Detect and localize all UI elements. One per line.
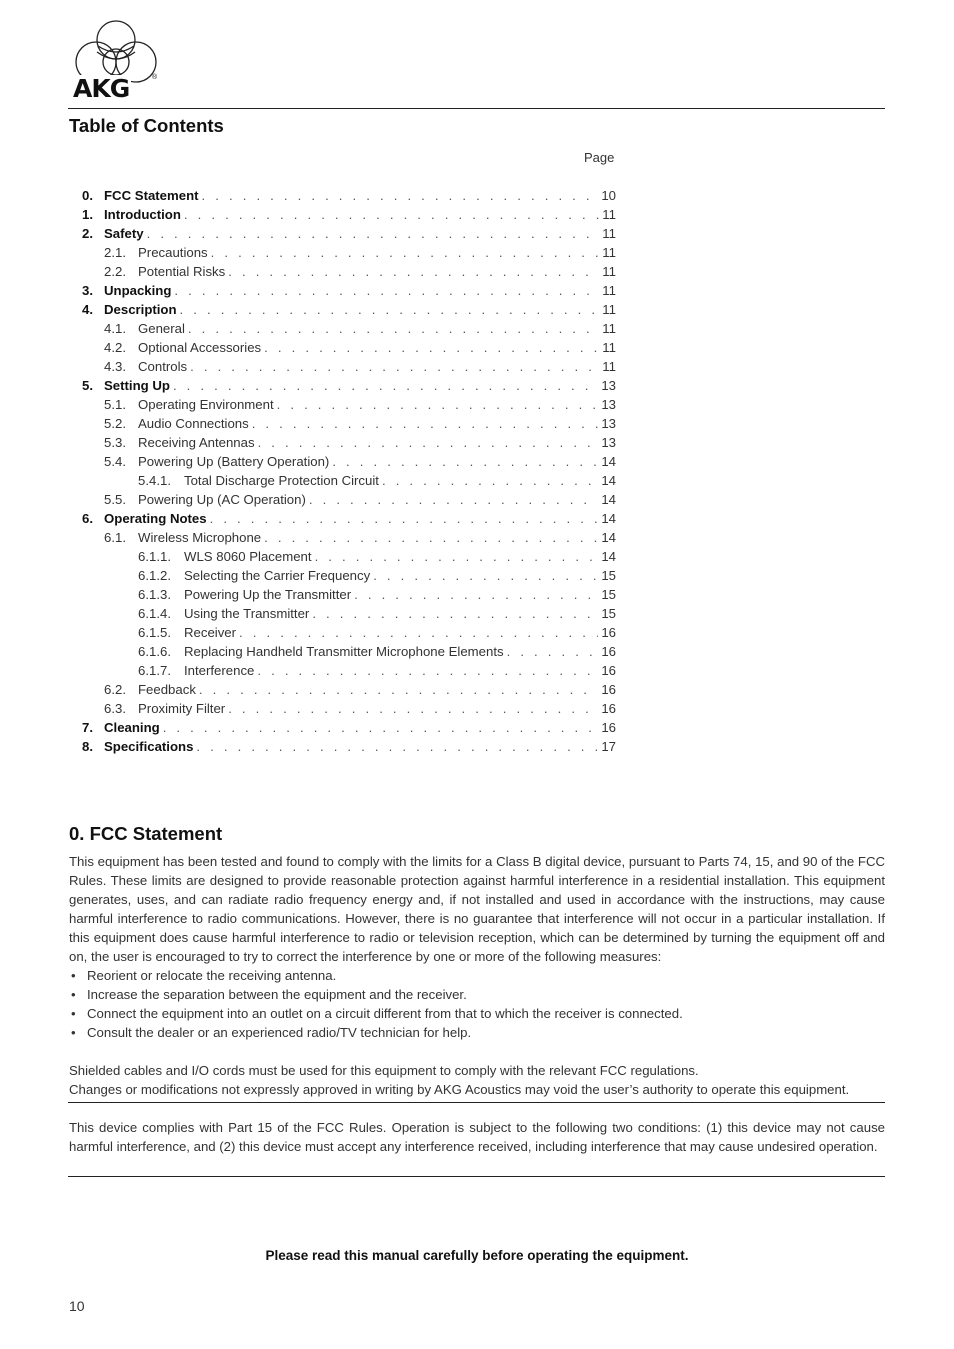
bullet: • bbox=[71, 968, 76, 983]
toc-entry-label: Cleaning bbox=[104, 720, 160, 735]
toc-entry bbox=[82, 205, 616, 224]
toc-entry bbox=[82, 376, 616, 395]
toc-leader-dots bbox=[210, 509, 599, 528]
toc-entry-label: Description bbox=[104, 302, 177, 317]
toc-entry-number: 6.1.5. bbox=[138, 625, 171, 640]
toc-entry-page: 14 bbox=[601, 511, 616, 526]
toc-entry bbox=[82, 395, 616, 414]
section-rule bbox=[68, 1176, 885, 1177]
read-manual-note: Please read this manual carefully before operating the equipment. bbox=[265, 1248, 689, 1263]
toc-entry-label: Precautions bbox=[138, 245, 208, 260]
toc-entry-label: Wireless Microphone bbox=[138, 530, 262, 545]
toc-entry-number: 5.3. bbox=[104, 435, 126, 450]
toc-entry-number: 4. bbox=[82, 302, 93, 317]
toc-leader-dots bbox=[184, 205, 599, 224]
toc-leader-dots bbox=[354, 585, 598, 604]
toc-entry bbox=[82, 623, 616, 642]
toc-entry-page: 16 bbox=[601, 720, 616, 735]
toc-entry bbox=[82, 509, 616, 528]
logo-wordmark: AKG bbox=[73, 74, 130, 103]
toc-leader-dots bbox=[228, 262, 599, 281]
toc-entry-number: 5.1. bbox=[104, 397, 126, 412]
toc-entry-page: 15 bbox=[601, 606, 616, 621]
toc-leader-dots bbox=[332, 452, 598, 471]
toc-entry-number: 4.1. bbox=[104, 321, 126, 336]
toc-entry-number: 5.4.1. bbox=[138, 473, 171, 488]
toc-entry-number: 5.2. bbox=[104, 416, 126, 431]
toc-entry-page: 16 bbox=[601, 682, 616, 697]
toc-leader-dots bbox=[211, 243, 600, 262]
toc-entry-page: 14 bbox=[601, 492, 616, 507]
toc-entry-label: Operating Notes bbox=[104, 511, 207, 526]
toc-entry-page: 13 bbox=[601, 435, 616, 450]
toc-entry-page: 13 bbox=[601, 378, 616, 393]
toc-entry-label: General bbox=[138, 321, 185, 336]
toc-entry-number: 7. bbox=[82, 720, 93, 735]
toc-entry bbox=[82, 699, 616, 718]
toc-entry-label: Replacing Handheld Transmitter Microphone Elements bbox=[184, 644, 504, 659]
fcc-intro-paragraph: This equipment has been tested and found to comply with the limits for a Class B digital device, pursuant to Parts 74, 15, and 90 of the FCC Rules. These limits are designed to provide reasonable protection against harmful interference in a residential installation. This equipment generates, uses, and can radiate radio frequency energy and, if not installed and used in accordance with the instructions, may cause harmful interference to radio communications. However, there is no guarantee that interference will not occur in a particular installation. If this equipment does cause harmful interference to radio or television reception, which can be determined by turning the equipment off and on, the user is encouraged to try to correct the interference by one or more of the following measures: bbox=[69, 854, 885, 964]
toc-leader-dots bbox=[196, 737, 598, 756]
toc-leader-dots bbox=[199, 680, 598, 699]
toc-title: Table of Contents bbox=[69, 115, 224, 136]
toc-entry-label: Audio Connections bbox=[138, 416, 249, 431]
toc-entry-number: 6. bbox=[82, 511, 93, 526]
list-item bbox=[69, 1023, 885, 1042]
toc-entry-number: 5. bbox=[82, 378, 93, 393]
toc-entry-page: 16 bbox=[601, 644, 616, 659]
toc-entry-page: 13 bbox=[601, 416, 616, 431]
toc-entry-number: 2.2. bbox=[104, 264, 126, 279]
toc-entry-label: Receiving Antennas bbox=[138, 435, 255, 450]
list-item bbox=[69, 1004, 885, 1023]
toc-entry-label: Controls bbox=[138, 359, 188, 374]
toc-leader-dots bbox=[507, 642, 599, 661]
toc-entry-page: 15 bbox=[601, 587, 616, 602]
toc-entry-label: Total Discharge Protection Circuit bbox=[184, 473, 379, 488]
toc-leader-dots bbox=[163, 718, 599, 737]
toc-entry-number: 8. bbox=[82, 739, 93, 754]
toc-leader-dots bbox=[264, 338, 599, 357]
part15-note: This device complies with Part 15 of the FCC Rules. Operation is subject to the following two conditions: (1) this device may not cause harmful interference, and (2) this device must accept any interference received, including interference that may cause undesired operation. bbox=[69, 1120, 885, 1154]
akg-logo bbox=[68, 18, 160, 102]
toc-entry-number: 6.1.4. bbox=[138, 606, 171, 621]
toc-entry bbox=[82, 224, 616, 243]
page-column-label: Page bbox=[584, 150, 615, 165]
toc-entry-label: Selecting the Carrier Frequency bbox=[184, 568, 371, 583]
toc-entry-label: Optional Accessories bbox=[138, 340, 262, 355]
toc-entry bbox=[82, 528, 616, 547]
toc-leader-dots bbox=[174, 281, 599, 300]
toc-entry-page: 14 bbox=[601, 549, 616, 564]
toc-entry bbox=[82, 490, 616, 509]
toc-entry-page: 17 bbox=[601, 739, 616, 754]
registered-mark: ® bbox=[152, 74, 158, 81]
toc-entry-page: 11 bbox=[602, 207, 616, 222]
measure-text: Reorient or relocate the receiving antenna. bbox=[87, 968, 337, 983]
toc-leader-dots bbox=[239, 623, 598, 642]
toc-entry-number: 5.5. bbox=[104, 492, 126, 507]
toc-entry-number: 2. bbox=[82, 226, 93, 241]
toc-entry-number: 6.1.1. bbox=[138, 549, 171, 564]
toc-entry-number: 5.4. bbox=[104, 454, 126, 469]
toc-entry bbox=[82, 661, 616, 680]
toc-entry bbox=[82, 319, 616, 338]
toc-entry bbox=[82, 718, 616, 737]
toc-leader-dots bbox=[188, 319, 599, 338]
toc-entry-page: 16 bbox=[601, 625, 616, 640]
toc-entry-label: Powering Up (Battery Operation) bbox=[138, 454, 330, 469]
toc-entry-page: 10 bbox=[601, 188, 616, 203]
toc-entry-number: 6.2. bbox=[104, 682, 126, 697]
toc-entry-page: 11 bbox=[602, 245, 616, 260]
toc-entry-label: Operating Environment bbox=[138, 397, 274, 412]
toc-entry-page: 14 bbox=[601, 530, 616, 545]
toc-entry-label: Introduction bbox=[104, 207, 181, 222]
toc-entry-label: Specifications bbox=[104, 739, 194, 754]
toc-entry bbox=[82, 338, 616, 357]
toc-leader-dots bbox=[180, 300, 600, 319]
toc-entry bbox=[82, 604, 616, 623]
toc-entry bbox=[82, 471, 616, 490]
toc-leader-dots bbox=[147, 224, 600, 243]
toc-entry bbox=[82, 547, 616, 566]
toc-entry bbox=[82, 585, 616, 604]
toc-leader-dots bbox=[252, 414, 599, 433]
toc-leader-dots bbox=[173, 376, 598, 395]
toc-leader-dots bbox=[258, 433, 599, 452]
toc-entry-number: 6.1.7. bbox=[138, 663, 171, 678]
modifications-note: Changes or modifications not expressly approved in writing by AKG Acoustics may void the user’s authority to operate this equipment. bbox=[69, 1082, 850, 1097]
toc-entry bbox=[82, 737, 616, 756]
toc-entry-page: 11 bbox=[602, 302, 616, 317]
toc-entry-number: 3. bbox=[82, 283, 93, 298]
toc-entry-page: 16 bbox=[601, 701, 616, 716]
toc-entry-label: Proximity Filter bbox=[138, 701, 226, 716]
toc-entry bbox=[82, 300, 616, 319]
toc-entry-label: Powering Up the Transmitter bbox=[184, 587, 352, 602]
toc-entry-label: Interference bbox=[184, 663, 255, 678]
toc-leader-dots bbox=[228, 699, 598, 718]
toc-entry-label: Unpacking bbox=[104, 283, 172, 298]
toc-leader-dots bbox=[264, 528, 598, 547]
toc-entry-label: Feedback bbox=[138, 682, 196, 697]
table-of-contents bbox=[82, 186, 616, 756]
toc-entry bbox=[82, 414, 616, 433]
toc-entry-label: Using the Transmitter bbox=[184, 606, 310, 621]
fcc-measures-list bbox=[69, 966, 885, 1042]
toc-entry-page: 13 bbox=[601, 397, 616, 412]
fcc-section-title: 0. FCC Statement bbox=[69, 823, 223, 844]
measure-text: Connect the equipment into an outlet on a circuit different from that to which the receiver is connected. bbox=[87, 1006, 683, 1021]
toc-leader-dots bbox=[309, 490, 598, 509]
toc-entry-page: 16 bbox=[601, 663, 616, 678]
toc-entry-number: 6.1.2. bbox=[138, 568, 171, 583]
toc-entry-label: Setting Up bbox=[104, 378, 170, 393]
list-item bbox=[69, 985, 885, 1004]
toc-entry-number: 0. bbox=[82, 188, 93, 203]
section-rule bbox=[68, 1102, 885, 1103]
toc-entry-page: 11 bbox=[602, 283, 616, 298]
toc-leader-dots bbox=[277, 395, 599, 414]
toc-entry bbox=[82, 680, 616, 699]
toc-leader-dots bbox=[190, 357, 599, 376]
toc-entry-number: 6.1.3. bbox=[138, 587, 171, 602]
fcc-statement-body bbox=[69, 852, 885, 1042]
toc-entry bbox=[82, 243, 616, 262]
toc-entry bbox=[82, 642, 616, 661]
toc-entry-number: 4.3. bbox=[104, 359, 126, 374]
page-number: 10 bbox=[69, 1298, 85, 1314]
toc-leader-dots bbox=[257, 661, 598, 680]
toc-entry bbox=[82, 357, 616, 376]
toc-entry bbox=[82, 262, 616, 281]
toc-entry-number: 6.1.6. bbox=[138, 644, 171, 659]
toc-leader-dots bbox=[202, 186, 599, 205]
measure-text: Increase the separation between the equipment and the receiver. bbox=[87, 987, 467, 1002]
toc-entry-number: 1. bbox=[82, 207, 93, 222]
bullet: • bbox=[71, 1006, 76, 1021]
toc-entry-number: 4.2. bbox=[104, 340, 126, 355]
toc-leader-dots bbox=[315, 547, 599, 566]
toc-entry-label: Potential Risks bbox=[138, 264, 226, 279]
toc-entry-page: 11 bbox=[602, 359, 616, 374]
toc-leader-dots bbox=[312, 604, 598, 623]
toc-entry bbox=[82, 452, 616, 471]
toc-entry-label: Powering Up (AC Operation) bbox=[138, 492, 306, 507]
toc-entry-number: 2.1. bbox=[104, 245, 126, 260]
toc-entry-page: 14 bbox=[601, 473, 616, 488]
toc-entry bbox=[82, 281, 616, 300]
bullet: • bbox=[71, 1025, 76, 1040]
toc-entry-label: Safety bbox=[104, 226, 144, 241]
toc-entry-label: FCC Statement bbox=[104, 188, 199, 203]
toc-entry-page: 11 bbox=[602, 321, 616, 336]
toc-entry-page: 14 bbox=[601, 454, 616, 469]
toc-entry-page: 11 bbox=[602, 226, 616, 241]
toc-entry-page: 11 bbox=[602, 340, 616, 355]
toc-entry-label: WLS 8060 Placement bbox=[184, 549, 312, 564]
measure-text: Consult the dealer or an experienced radio/TV technician for help. bbox=[87, 1025, 472, 1040]
list-item bbox=[69, 966, 885, 985]
toc-entry-page: 11 bbox=[602, 264, 616, 279]
header-rule bbox=[68, 108, 885, 109]
bullet: • bbox=[71, 987, 76, 1002]
toc-entry bbox=[82, 566, 616, 585]
toc-entry-label: Receiver bbox=[184, 625, 237, 640]
shielded-cables-note: Shielded cables and I/O cords must be used for this equipment to comply with the relevant FCC regulations. bbox=[69, 1063, 699, 1078]
toc-leader-dots bbox=[382, 471, 598, 490]
toc-leader-dots bbox=[373, 566, 598, 585]
toc-entry-number: 6.1. bbox=[104, 530, 126, 545]
toc-entry-page: 15 bbox=[601, 568, 616, 583]
toc-entry bbox=[82, 433, 616, 452]
toc-entry bbox=[82, 186, 616, 205]
toc-entry-number: 6.3. bbox=[104, 701, 126, 716]
